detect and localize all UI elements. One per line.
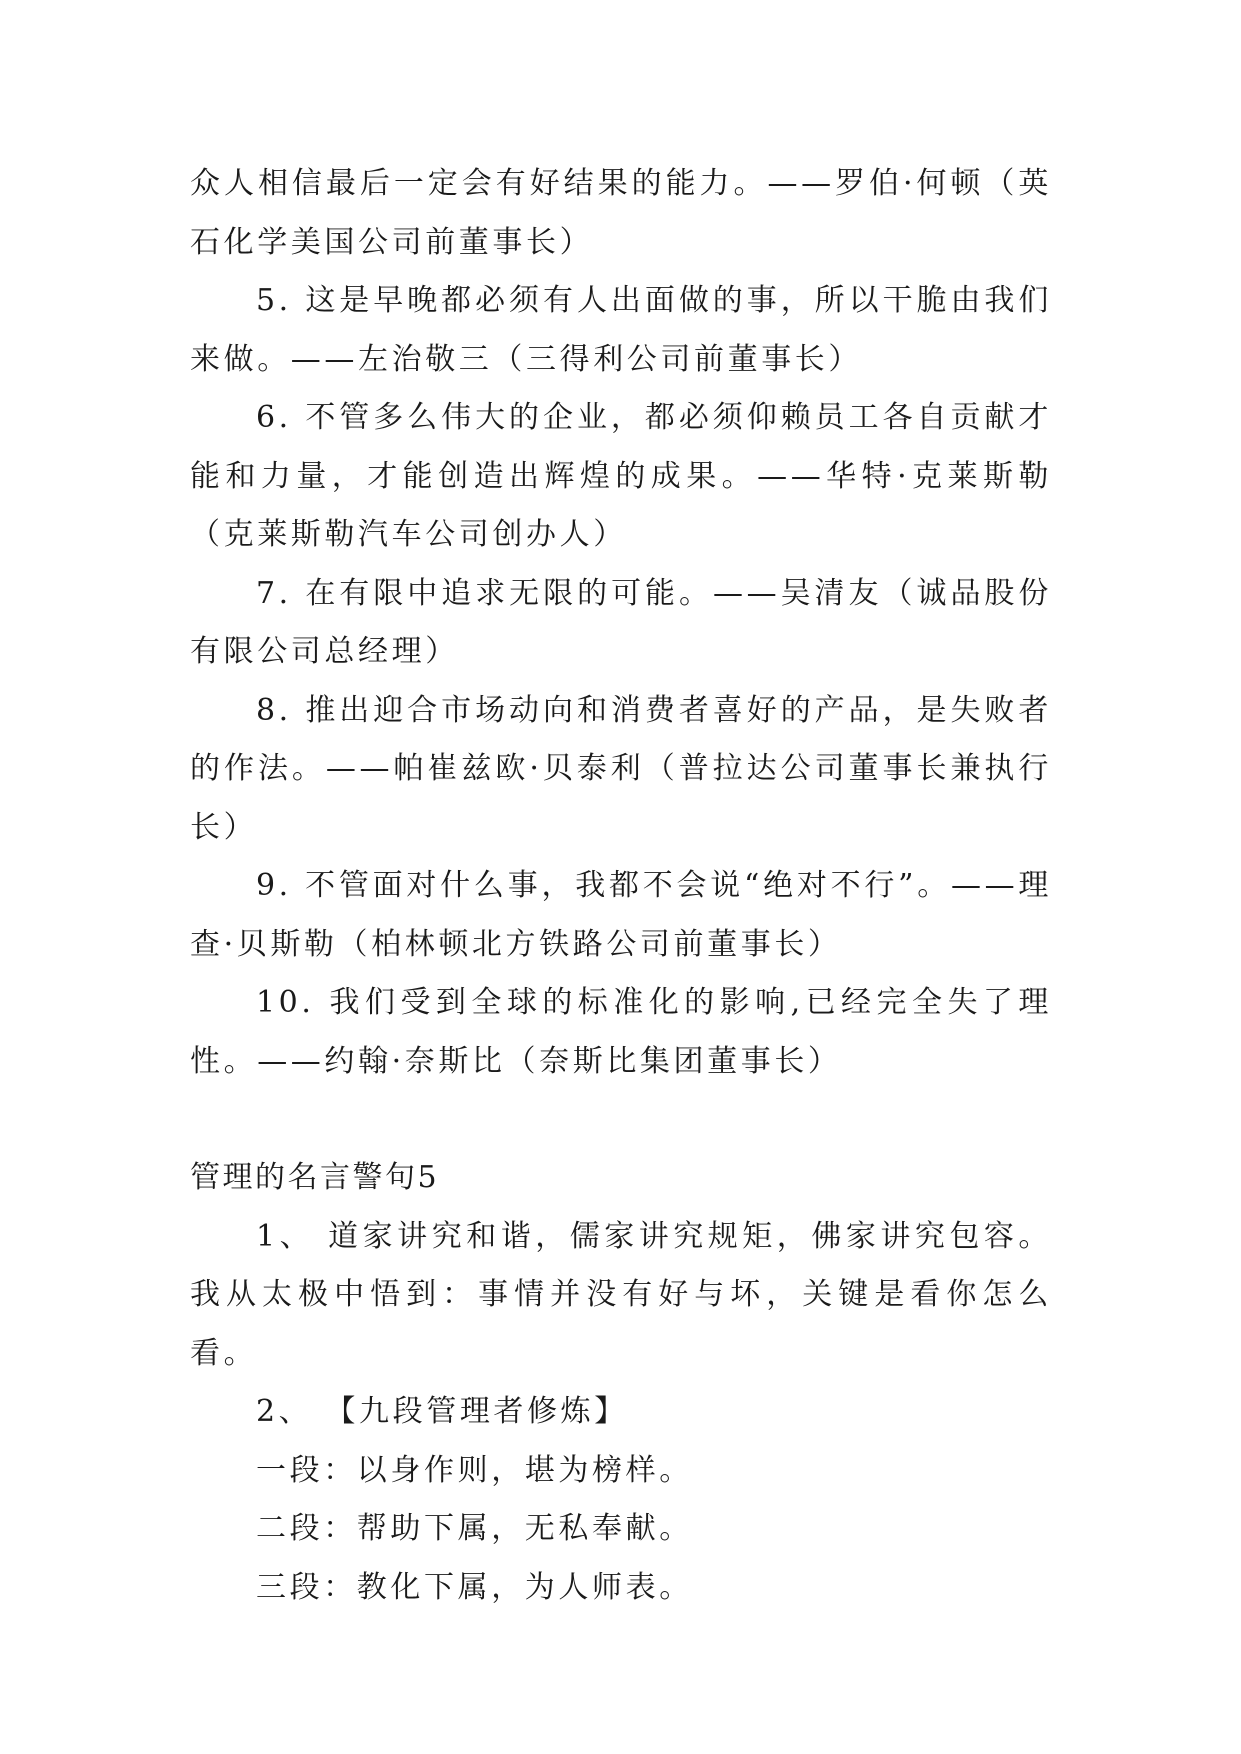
- quote-paragraph: 5. 这是早晚都必须有人出面做的事，所以干脆由我们来做。——左治敬三（三得利公司前董事长）: [190, 283, 1052, 377]
- quote-paragraph: 10. 我们受到全球的标准化的影响,已经完全失了理性。——约翰·奈斯比（奈斯比集团董事长）: [190, 985, 1052, 1079]
- quote-paragraph: 众人相信最后一定会有好结果的能力。——罗伯·何顿（英石化学美国公司前董事长）: [190, 166, 1052, 260]
- quote-paragraph: 6. 不管多么伟大的企业，都必须仰赖员工各自贡献才能和力量，才能创造出辉煌的成果。——华特·克莱斯勒（克莱斯勒汽车公司创办人）: [190, 400, 1052, 552]
- section-heading: 管理的名言警句5: [190, 1160, 440, 1195]
- quote-section: [190, 155, 1052, 1091]
- quote-paragraph: 1、 道家讲究和谐，儒家讲究规矩，佛家讲究包容。我从太极中悟到：事情并没有好与坏，关键是看你怎么看。: [190, 1218, 1052, 1371]
- management-quotes-section: [190, 1149, 1052, 1617]
- section-gap: [190, 1091, 1052, 1149]
- list-item: 三段：教化下属，为人师表。: [256, 1569, 693, 1605]
- quote-paragraph: 9. 不管面对什么事，我都不会说“绝对不行”。——理查·贝斯勒（柏林顿北方铁路公司前董事长）: [190, 868, 1052, 962]
- quote-paragraph: 8. 推出迎合市场动向和消费者喜好的产品，是失败者的作法。——帕崔兹欧·贝泰利（普拉达公司董事长兼执行长）: [190, 692, 1052, 845]
- quote-paragraph: 7. 在有限中追求无限的可能。——吴清友（诚品股份有限公司总经理）: [190, 575, 1052, 669]
- list-item: 2、 【九段管理者修炼】: [256, 1394, 628, 1429]
- document-page: [190, 155, 1052, 1617]
- list-item: 二段：帮助下属，无私奉献。: [256, 1511, 693, 1546]
- list-item: 一段：以身作则，堪为榜样。: [256, 1452, 693, 1488]
